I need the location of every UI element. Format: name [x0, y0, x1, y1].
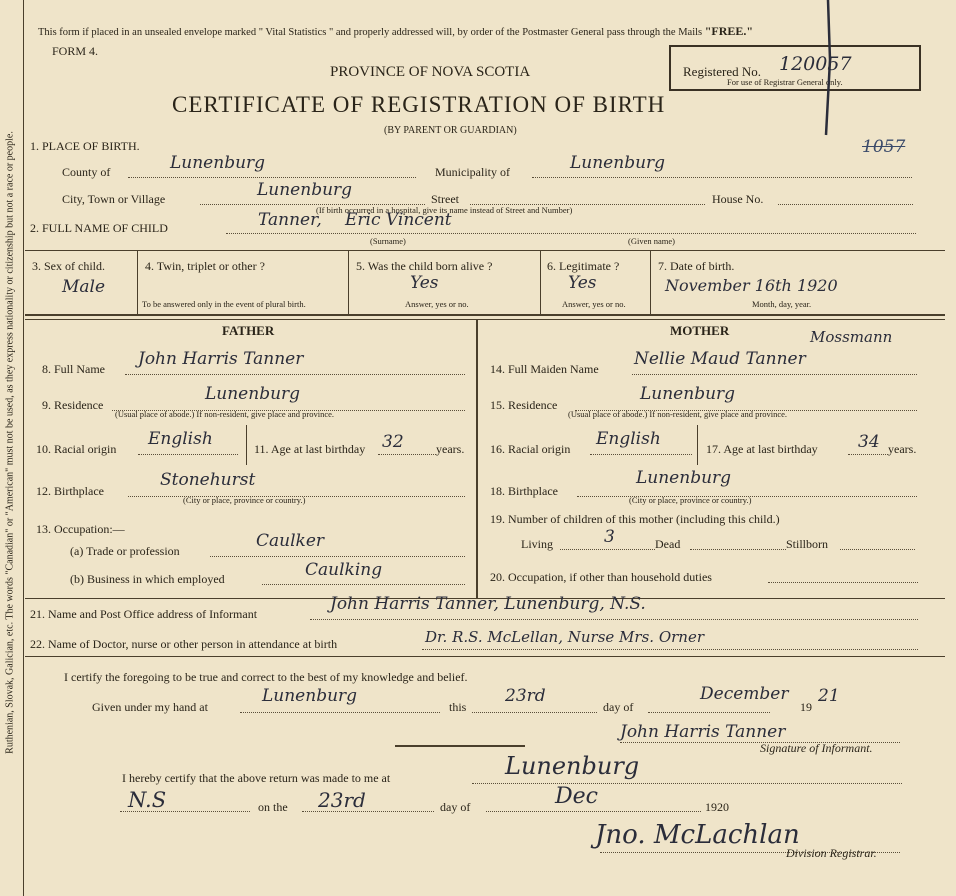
father-heading: FATHER: [222, 323, 275, 338]
registrar-signature: Jno. McLachlan: [595, 820, 800, 850]
father-birthplace: Stonehurst: [160, 470, 256, 490]
form-number: FORM 4.: [52, 44, 99, 58]
top-notice: This form if placed in an unsealed envelope marked " Vital Statistics " and properly addressed will, by order of the Postmaster General pass through the Mails "FREE.": [38, 24, 754, 38]
city-value: Lunenburg: [257, 180, 353, 200]
informant-value: John Harris Tanner, Lunenburg, N.S.: [330, 594, 646, 614]
mother-race: English: [596, 429, 661, 449]
sex-value: Male: [62, 277, 106, 297]
registrar-month: Dec: [555, 784, 598, 809]
side-divider: [23, 0, 24, 896]
doctor-value: Dr. R.S. McLellan, Nurse Mrs. Orner: [425, 628, 704, 646]
pen-stroke: [810, 0, 840, 140]
certify-month: December: [700, 684, 789, 704]
father-name: John Harris Tanner: [138, 349, 304, 369]
page-title: CERTIFICATE OF REGISTRATION OF BIRTH: [172, 92, 666, 117]
subtitle: (BY PARENT OR GUARDIAN): [384, 125, 517, 136]
registrar-province: N.S: [128, 788, 167, 812]
father-residence: Lunenburg: [205, 384, 301, 404]
certify-year: 21: [818, 686, 840, 706]
birth-certificate: Ruthenian, Slovak, Galician, etc. The words "Canadian" or "American" must not be used, as they express nationality or citizenship but not a race or people. This form if placed in an unsealed envelope marked " Vital Statistics " and properly addressed will, by order of the Postmaster General pass through the Mails "FREE." FORM 4. PROVINCE OF NOVA SCOTIA CERTIFICATE OF REGISTRATION OF BIRTH (BY PARENT OR GUARDIAN) Registered No. 120057 For use of Registrar General only. 1057 1. PLACE OF BIRTH. County of Lunenburg Municipality of Lunenburg City, Town or Village Lunenburg Street House No. (If birth occurred in a hospital, give its name instead of Street and Number) 2. FULL NAME OF CHILD Tanner, Eric Vincent (Surname) (Given name) 3. Sex of child. Male 4. Twin, triplet or other ? To be answered only in the event of plural birth. 5. Was the child born alive ? Yes Answer, yes or no. 6. Legitimate ? Yes Answer, yes or no. 7. Date of birth. November 16th 1920 Month, day, year. FATHER MOTHER 8. Full Name John Harris Tanner 9. Residence Lunenburg (Usual place of abode.) If non-resident, give place and province. 10. Racial origin English 11. Age at last birthday 32 years. 12. Birthplace Stonehurst (City or place, province or country.) 13. Occupation:— (a) Trade or profession Caulker (b) Business in which employed Caulking 14. Full Maiden Name Nellie Maud Tanner Mossmann 15. Residence Lunenburg (Usual place of abode.) If non-resident, give place and province. 16. Racial origin English 17. Age at last birthday 34 years. 18. Birthplace Lunenburg (City or place, province or country.) 19. Number of children of this mother (including this child.) Living 3 Dead Stillborn 20. Occupation, if other than household duties 21. Name and Post Office address of Informant John Harris Tanner, Lunenburg, N.S. 22. Name of Doctor, nurse or other person in attendance at birth Dr. R.S. McLellan, Nurse Mrs. Orner I certify the foregoing to be true and correct to the best of my knowledge and belief. Given under my hand at Lunenburg this 23rd day of December 19 21 John Harris Tanner Signature of Informant. I hereby certify that the above return was made to me at Lunenburg N.S on the 23rd day of Dec 1920 Jno. McLachlan Division Registrar.: [0, 0, 956, 896]
father-trade: Caulker: [256, 531, 325, 551]
mother-age: 34: [858, 432, 880, 452]
father-race: English: [148, 429, 213, 449]
informant-signature: John Harris Tanner: [620, 722, 786, 742]
stamp-number: 1057: [862, 137, 906, 157]
father-age: 32: [382, 432, 404, 452]
certify-day: 23rd: [505, 686, 546, 706]
registered-number: 120057: [779, 53, 852, 75]
birth-date-value: November 16th 1920: [665, 276, 838, 295]
child-surname: Tanner,: [258, 210, 322, 230]
father-business: Caulking: [305, 560, 383, 580]
child-given-name: Eric Vincent: [345, 210, 452, 230]
municipality-value: Lunenburg: [570, 153, 666, 173]
legitimate-value: Yes: [568, 273, 597, 293]
registrar-place: Lunenburg: [505, 752, 640, 780]
mother-heading: MOTHER: [670, 323, 730, 338]
mother-residence: Lunenburg: [640, 384, 736, 404]
province-heading: PROVINCE OF NOVA SCOTIA: [330, 64, 531, 80]
alive-value: Yes: [410, 273, 439, 293]
certify-place: Lunenburg: [262, 686, 358, 706]
mother-name: Nellie Maud Tanner: [634, 349, 806, 369]
county-value: Lunenburg: [170, 153, 266, 173]
registered-box: Registered No. 120057 For use of Registrar General only.: [669, 45, 921, 91]
living-count: 3: [604, 527, 615, 547]
side-note: Ruthenian, Slovak, Galician, etc. The words "Canadian" or "American" must not be used, as they express nationality or citizenship but not a race or people.: [4, 131, 16, 754]
mother-birthplace: Lunenburg: [636, 468, 732, 488]
registrar-day: 23rd: [318, 788, 366, 812]
mother-name-correction: Mossmann: [810, 328, 893, 346]
